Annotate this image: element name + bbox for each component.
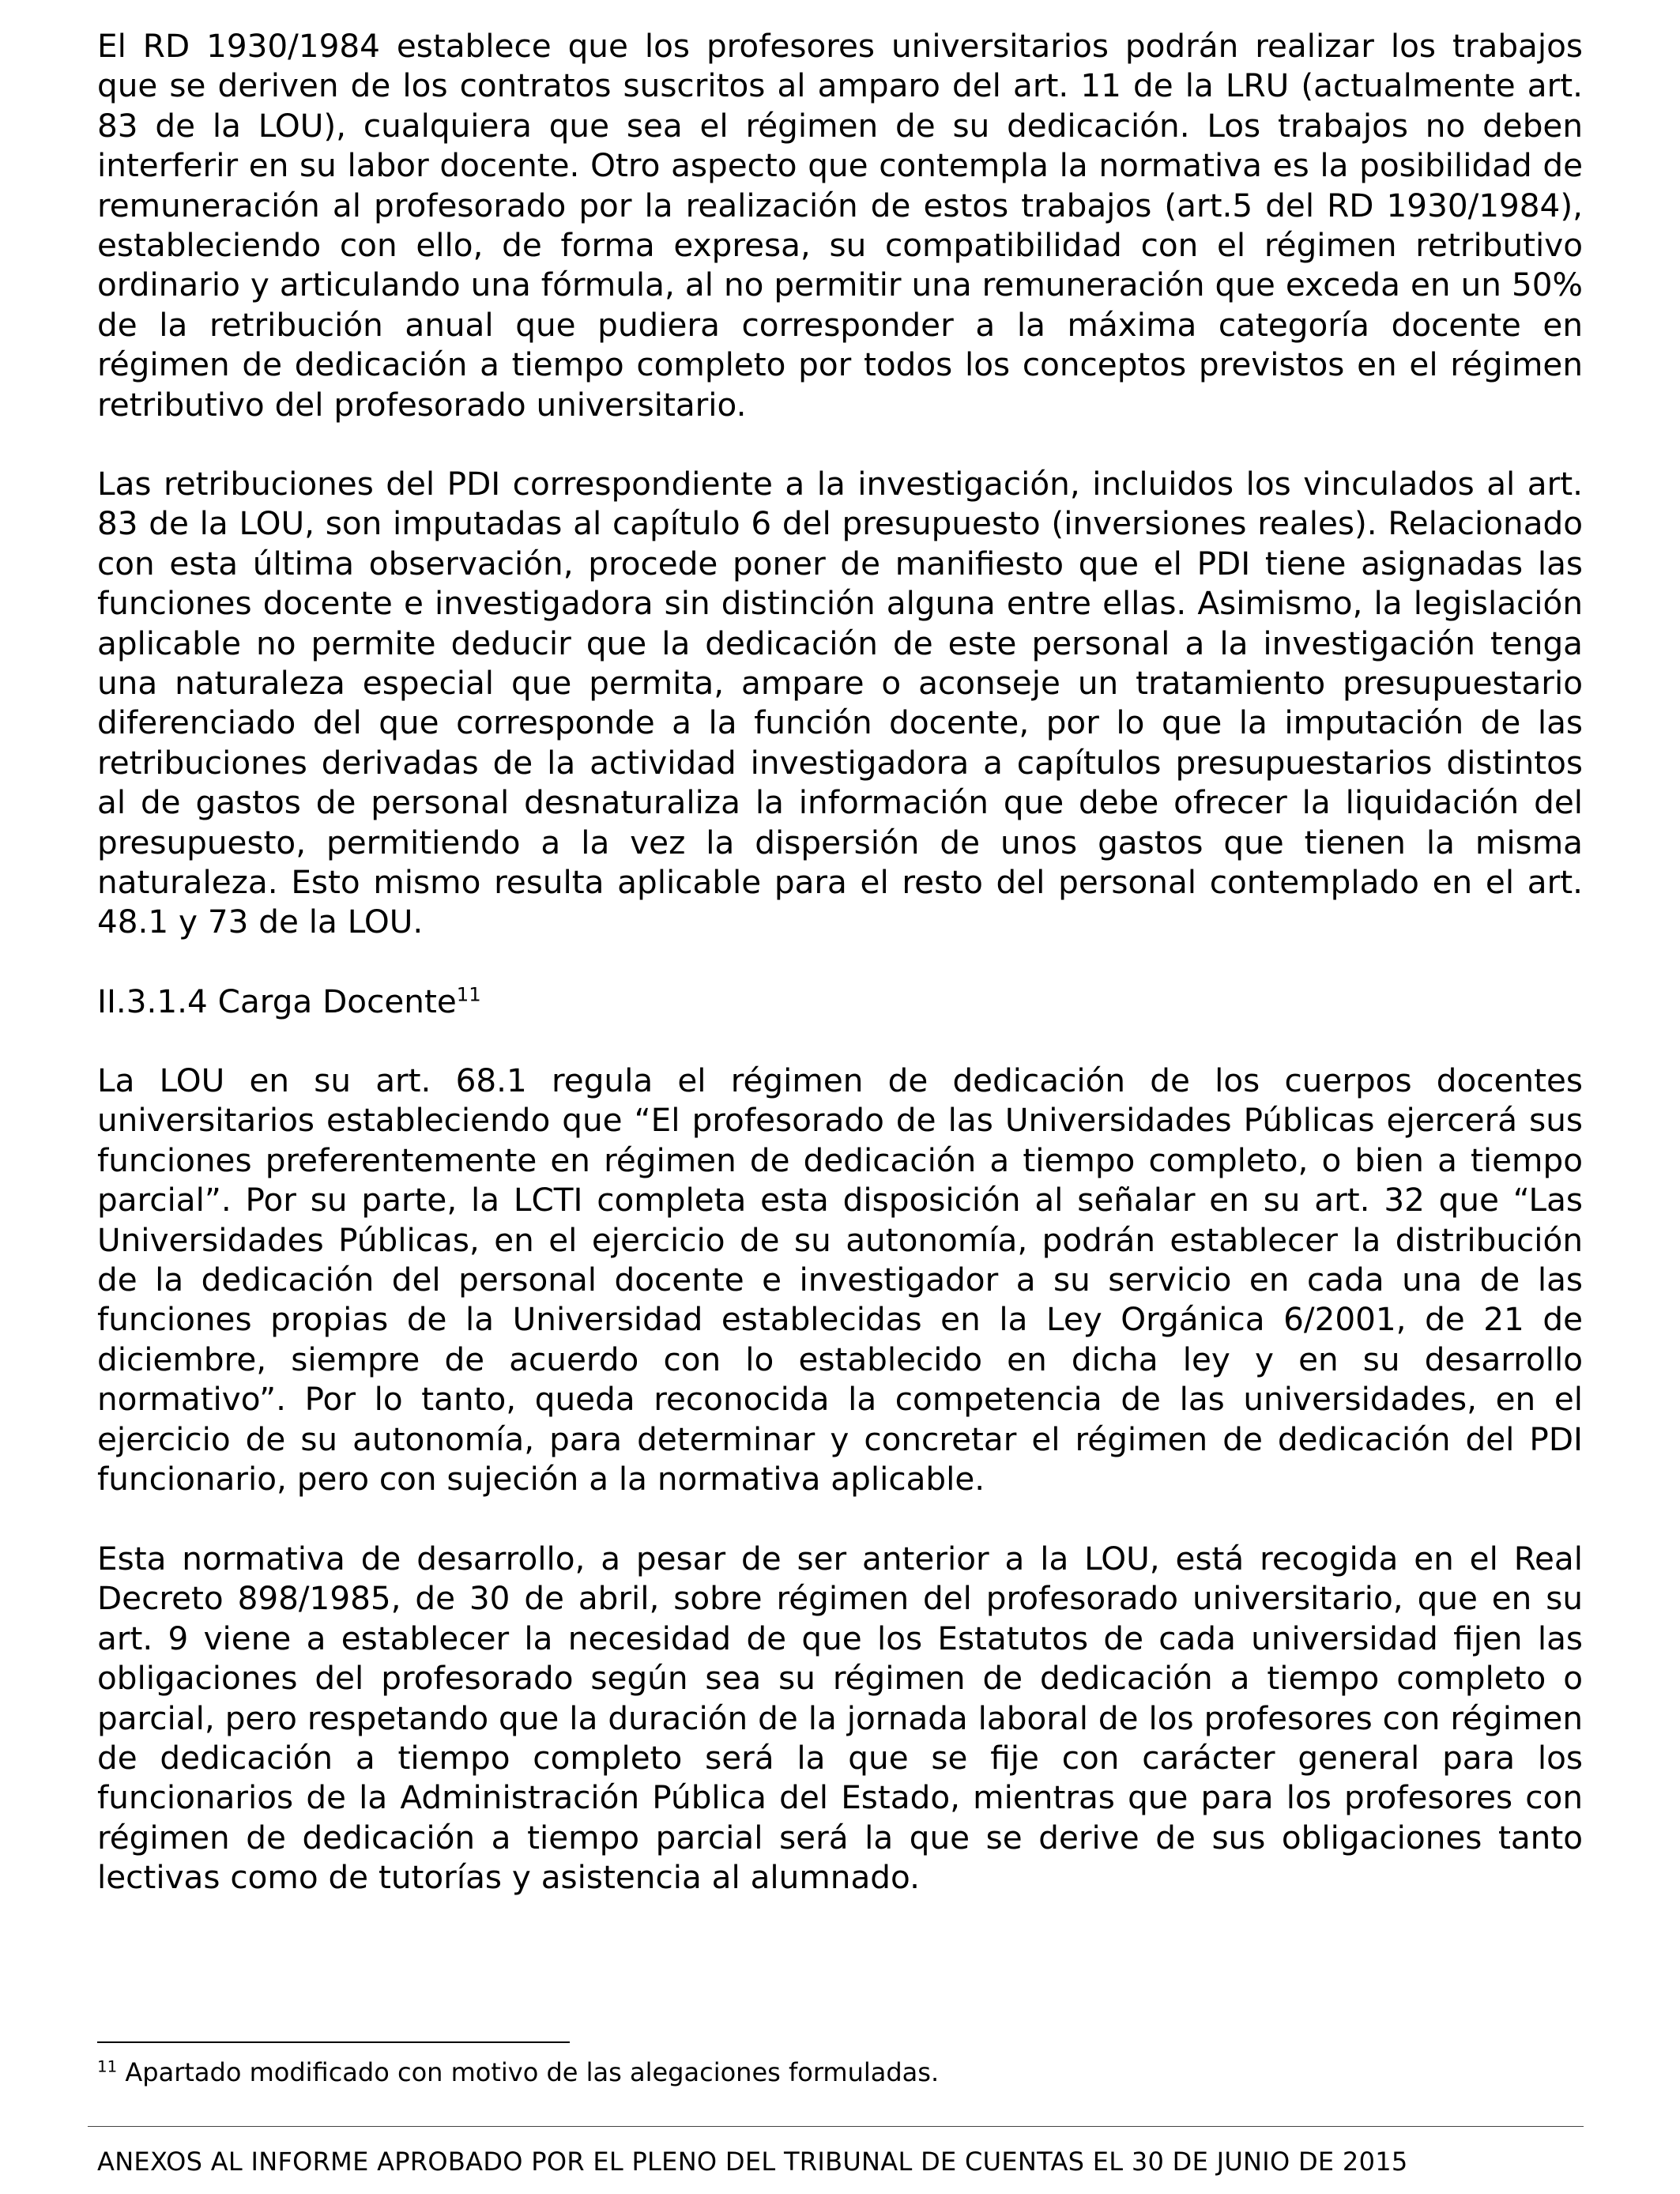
- paragraph-real-decreto-898-1985: Esta normativa de desarrollo, a pesar de ser anterior a la LOU, está recogida en el Real Decreto 898/1985, de 30 de abril, sobre régimen del profesorado universitario, que en su art. 9 viene a establecer la necesidad de que los Estatutos de cada universidad fijen las obligaciones del profesorado según sea su régimen de dedicación a tiempo completo o parcial, pero respetando que la duración de la jornada laboral de los profesores con régimen de dedicación a tiempo completo será la que se fije con carácter general para los funcionarios de la Administración Pública del Estado, mientras que para los profesores con régimen de dedicación a tiempo parcial será la que se derive de sus obligaciones tanto lectivas como de tutorías y asistencia al alumnado.: [97, 1540, 1583, 1897]
- footnote-number: 11: [97, 2057, 118, 2076]
- section-heading: [97, 982, 1583, 1021]
- footnote-text: Apartado modificado con motivo de las alegaciones formuladas.: [125, 2057, 940, 2087]
- page-footer: ANEXOS AL INFORME APROBADO POR EL PLENO DEL TRIBUNAL DE CUENTAS EL 30 DE JUNIO DE 2015: [97, 2147, 1408, 2177]
- section-heading-text: II.3.1.4 Carga Docente: [97, 982, 457, 1020]
- paragraph-lou-art-68: La LOU en su art. 68.1 regula el régimen de dedicación de los cuerpos docentes universitarios estableciendo que “El profesorado de las Universidades Públicas ejercerá sus funciones preferentemente en régimen de dedicación a tiempo completo, o bien a tiempo parcial”. Por su parte, la LCTI completa esta disposición al señalar en su art. 32 que “Las Universidades Públicas, en el ejercicio de su autonomía, podrán establecer la distribución de la dedicación del personal docente e investigador a su servicio en cada una de las funciones propias de la Universidad establecidas en la Ley Orgánica 6/2001, de 21 de diciembre, siempre de acuerdo con lo establecido en dicha ley y en su desarrollo normativo”. Por lo tanto, queda reconocida la competencia de las universidades, en el ejercicio de su autonomía, para determinar y concretar el régimen de dedicación del PDI funcionario, pero con sujeción a la normativa aplicable.: [97, 1061, 1583, 1498]
- paragraph-retribuciones-pdi: Las retribuciones del PDI correspondiente a la investigación, incluidos los vinculados al art. 83 de la LOU, son imputadas al capítulo 6 del presupuesto (inversiones reales). Relacionado con esta última observación, procede poner de manifiesto que el PDI tiene asignadas las funciones docente e investigadora sin distinción alguna entre ellas. Asimismo, la legislación aplicable no permite deducir que la dedicación de este personal a la investigación tenga una naturaleza especial que permita, ampare o aconseje un tratamiento presupuestario diferenciado del que corresponde a la función docente, por lo que la imputación de las retribuciones derivadas de la actividad investigadora a capítulos presupuestarios distintos al de gastos de personal desnaturaliza la información que debe ofrecer la liquidación del presupuesto, permitiendo a la vez la dispersión de unos gastos que tienen la misma naturaleza. Esto mismo resulta aplicable para el resto del personal contemplado en el art. 48.1 y 73 de la LOU.: [97, 465, 1583, 941]
- paragraph-rd-1930-1984: El RD 1930/1984 establece que los profesores universitarios podrán realizar los trabajos que se deriven de los contratos suscritos al amparo del art. 11 de la LRU (actualmente art. 83 de la LOU), cualquiera que sea el régimen de su dedicación. Los trabajos no deben interferir en su labor docente. Otro aspecto que contempla la normativa es la posibilidad de remuneración al profesorado por la realización de estos trabajos (art.5 del RD 1930/1984), estableciendo con ello, de forma expresa, su compatibilidad con el régimen retributivo ordinario y articulando una fórmula, al no permitir una remuneración que exceda en un 50% de la retribución anual que pudiera corresponder a la máxima categoría docente en régimen de dedicación a tiempo completo por todos los conceptos previstos en el régimen retributivo del profesorado universitario.: [97, 27, 1583, 424]
- footnote-reference[interactable]: 11: [456, 982, 481, 1006]
- footnote: [97, 2056, 1583, 2088]
- footnote-separator: [97, 2041, 570, 2043]
- footer-separator: [88, 2126, 1584, 2127]
